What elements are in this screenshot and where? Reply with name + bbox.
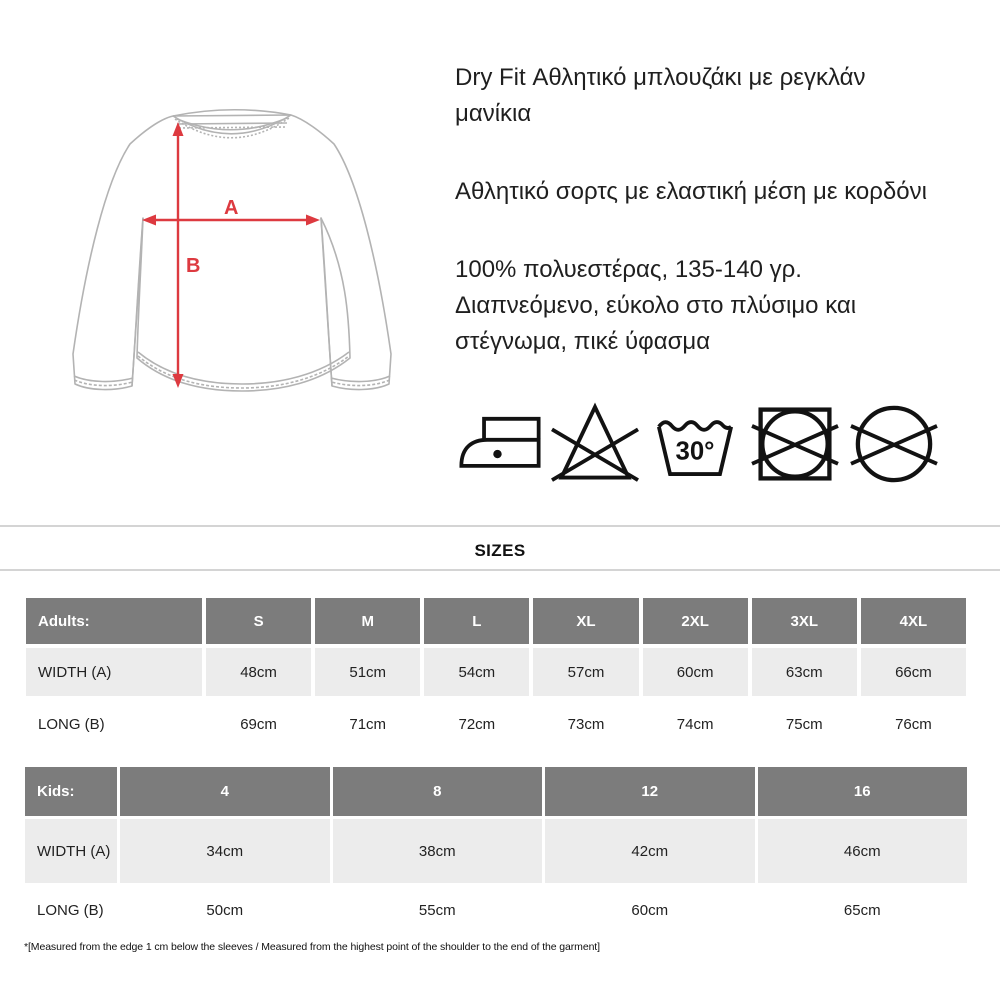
cell: 60cm — [643, 648, 748, 696]
cell: 65cm — [843, 901, 881, 919]
size-col-16: 16 — [758, 767, 968, 816]
cell: 55cm — [418, 901, 456, 919]
size-col-xl: XL — [533, 598, 638, 644]
size-col-8: 8 — [333, 767, 543, 816]
length-arrow-label: B — [186, 255, 201, 277]
cell: 74cm — [676, 715, 714, 733]
row-label: LONG (B) — [37, 901, 104, 919]
cell: 57cm — [533, 648, 638, 696]
do-not-bleach-icon — [548, 401, 642, 487]
size-col-s: S — [206, 598, 311, 644]
kids-label: Kids: — [25, 767, 117, 816]
cell: 46cm — [758, 819, 968, 883]
adults-header-row — [26, 598, 966, 644]
size-col-2xl: 2XL — [643, 598, 748, 644]
cell: 50cm — [206, 901, 244, 919]
sizes-divider-top — [0, 525, 1000, 527]
cell: 71cm — [349, 715, 387, 733]
kids-long-row — [25, 886, 967, 934]
size-col-12: 12 — [545, 767, 755, 816]
cell: 66cm — [861, 648, 966, 696]
size-col-m: M — [315, 598, 420, 644]
size-col-l: L — [424, 598, 529, 644]
cell: 69cm — [240, 715, 277, 733]
kids-width-row — [25, 819, 967, 883]
adults-width-row — [26, 648, 966, 696]
product-title: Dry Fit Αθλητικό μπλουζάκι με ρεγκλάν μανίκια — [455, 64, 866, 127]
material-line-1: 100% πολυεστέρας, 135-140 γρ. — [455, 256, 802, 283]
product-material-info — [455, 252, 941, 360]
row-label: LONG (B) — [38, 715, 105, 733]
adults-size-table — [22, 594, 970, 752]
kids-size-table — [22, 764, 970, 937]
product-subtitle: Αθλητικό σορτς με ελαστική μέση με κορδόνι — [455, 178, 927, 205]
iron-low-temperature-icon — [458, 401, 542, 487]
size-col-3xl: 3XL — [752, 598, 857, 644]
product-description — [455, 60, 941, 360]
do-not-dry-clean-icon — [848, 401, 940, 487]
cell: 54cm — [424, 648, 529, 696]
cell: 48cm — [206, 648, 311, 696]
cell: 42cm — [545, 819, 755, 883]
cell: 75cm — [785, 715, 823, 733]
adults-long-row — [26, 700, 966, 748]
size-col-4: 4 — [120, 767, 330, 816]
sizes-heading: SIZES — [474, 541, 526, 560]
care-symbols — [458, 401, 940, 487]
garment-diagram — [48, 88, 432, 422]
measurement-footnote: *[Measured from the edge 1 cm below the sleeves / Measured from the highest point of the shoulder to the end of the garment] — [24, 941, 600, 953]
cell: 38cm — [333, 819, 543, 883]
wash-30-degrees-icon — [648, 401, 742, 487]
row-label: WIDTH (A) — [25, 819, 117, 883]
long-sleeve-shirt-icon — [48, 88, 432, 422]
cell: 60cm — [631, 901, 669, 919]
wash-temperature-label: 30° — [675, 437, 715, 466]
cell: 76cm — [895, 715, 932, 733]
cell: 72cm — [458, 715, 496, 733]
do-not-tumble-dry-icon — [748, 401, 842, 487]
material-line-2: Διαπνεόμενο, εύκολο στο πλύσιμο και στέγνωμα, πικέ ύφασμα — [455, 292, 857, 355]
cell: 51cm — [315, 648, 420, 696]
cell: 73cm — [567, 715, 605, 733]
cell: 34cm — [120, 819, 330, 883]
size-col-4xl: 4XL — [861, 598, 966, 644]
adults-label: Adults: — [26, 598, 202, 644]
width-arrow-label: A — [224, 197, 239, 219]
cell: 63cm — [752, 648, 857, 696]
kids-header-row — [25, 767, 967, 816]
row-label: WIDTH (A) — [26, 648, 202, 696]
sizes-divider-bottom — [0, 569, 1000, 571]
